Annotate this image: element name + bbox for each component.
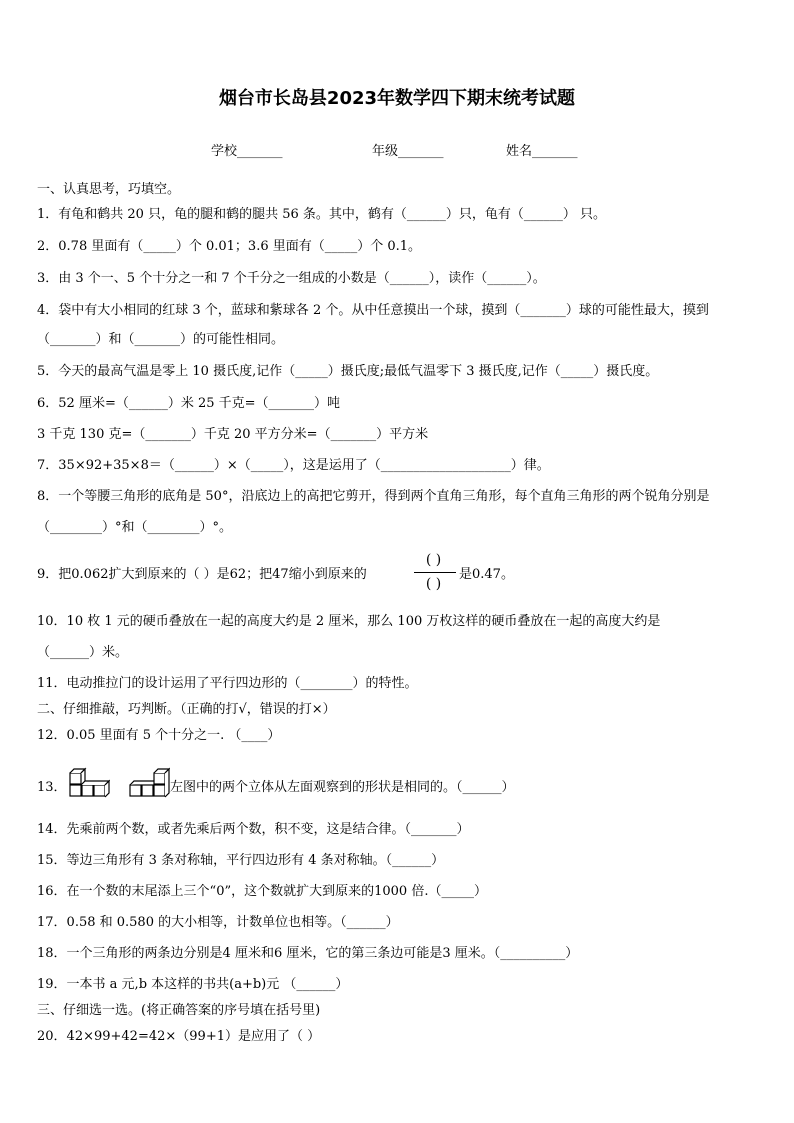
section-heading-2: 二、仔细推敲，巧判断。（正确的打√，错误的打×）: [37, 702, 336, 717]
section-heading-1: 一、认真思考，巧填空。: [37, 182, 181, 197]
question-10-line-1: 10．10 枚 1 元的硬币叠放在一起的高度大约是 2 厘米，那么 100 万枚这样的硬币叠放在一起的高度大约是: [37, 614, 661, 629]
question-20: 20．42×99+42=42×（99+1）是应用了（ ）: [37, 1029, 321, 1044]
question-19: 19．一本书 a 元,b 本这样的书共(a+b)元 （______）: [37, 977, 349, 992]
question-9: 9．把0.062扩大到原来的（ ）是62；把47缩小到原来的: [37, 567, 367, 582]
question-6-line-1: 6．52 厘米=（______）米 25 千克=（_______）吨: [37, 396, 341, 411]
question-7: 7．35×92+35×8＝（______）×（_____），这是运用了（____________________）律。: [37, 458, 550, 473]
school-field: 学校_______: [211, 144, 283, 159]
question-4-line-1: 4．袋中有大小相同的红球 3 个，蓝球和紫球各 2 个。从中任意摸出一个球，摸到（_______）球的可能性最大，摸到: [37, 303, 709, 318]
question-8-line-1: 8．一个等腰三角形的底角是 50°，沿底边上的高把它剪开，得到两个直角三角形，每个直角三角形的两个锐角分别是: [37, 489, 710, 504]
name-field: 姓名_______: [506, 144, 578, 159]
solid-figure-right: [128, 765, 170, 801]
question-4-line-2: （_______）和（_______）的可能性相同。: [37, 332, 285, 347]
question-6-line-2: 3 千克 130 克=（_______）千克 20 平方分米=（_______）平方米: [37, 427, 429, 442]
solid-figure-left: [68, 765, 110, 801]
fraction-bar: [414, 572, 456, 573]
question-18: 18．一个三角形的两条边分别是4 厘米和6 厘米，它的第三条边可能是3 厘米。（__________）: [37, 946, 579, 961]
question-12: 12．0.05 里面有 5 个十分之一. （____）: [37, 728, 281, 743]
question-10-line-2: （______）米。: [37, 645, 129, 660]
question-14: 14．先乘前两个数，或者先乘后两个数，积不变，这是结合律。（_______）: [37, 822, 470, 837]
question-17: 17．0.58 和 0.580 的大小相等，计数单位也相等。（______）: [37, 915, 399, 930]
question-8-line-2: （________）°和（________）°。: [37, 520, 233, 535]
grade-field: 年级_______: [372, 144, 444, 159]
question-9-fraction: [411, 550, 456, 596]
question-11: 11．电动推拉门的设计运用了平行四边形的（________）的特性。: [37, 676, 418, 691]
question-13-number: 13．: [37, 780, 67, 795]
fraction-numerator: ( ): [425, 552, 442, 568]
question-2: 2．0.78 里面有（_____）个 0.01；3.6 里面有（_____）个 0.1。: [37, 239, 422, 254]
question-13-text: 左图中的两个立体从左面观察到的形状是相同的。（______）: [170, 780, 515, 795]
question-15: 15．等边三角形有 3 条对称轴，平行四边形有 4 条对称轴。（______）: [37, 853, 445, 868]
question-9-tail: 是0.47。: [459, 567, 514, 582]
question-1: 1．有龟和鹤共 20 只，龟的腿和鹤的腿共 56 条。其中，鹤有（______）只，龟有（______） 只。: [37, 207, 607, 222]
exam-title: 烟台市长岛县2023年数学四下期末统考试题: [218, 88, 576, 109]
question-16: 16．在一个数的末尾添上三个“0”，这个数就扩大到原来的1000 倍.（_____）: [37, 884, 487, 899]
question-3: 3．由 3 个一、5 个十分之一和 7 个千分之一组成的小数是（______），读作（______）。: [37, 271, 546, 286]
fraction-denominator: ( ): [425, 576, 442, 592]
question-5: 5．今天的最高气温是零上 10 摄氏度,记作（_____）摄氏度;最低气温零下 3 摄氏度,记作（_____）摄氏度。: [37, 364, 659, 379]
section-heading-3: 三、仔细选一选。(将正确答案的序号填在括号里): [37, 1003, 321, 1018]
